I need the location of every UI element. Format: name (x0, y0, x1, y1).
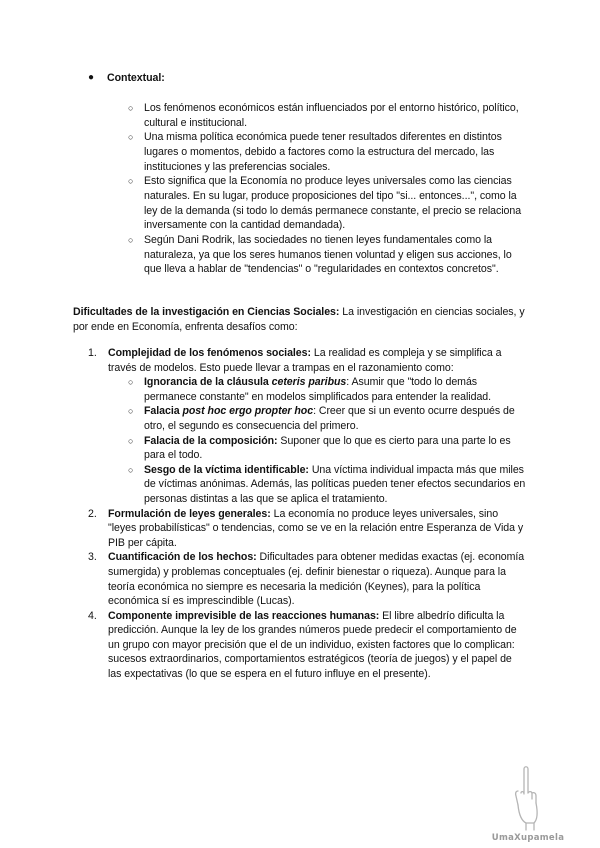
list-item: 2. Formulación de leyes generales: La economía no produce leyes universales, sino "leyes probabilísticas" o tendencias, como se ve en la relación entre Esperanza de Vida y PIB per cápita. (88, 507, 524, 549)
hand-icon (488, 763, 568, 833)
watermark-logo (488, 763, 568, 845)
list-item: ○ Esto significa que la Economía no produce leyes universales como las ciencias naturales. En su lugar, produce proposiciones del tipo "si... entonces...", como la ley de la demanda (si todo lo demás permanece constante, el precio se relaciona inversamente con la cantidad demandada). (128, 175, 522, 232)
list-item: 4. Componente imprevisible de las reacciones humanas: El libre albedrío dificulta la predicción. Aunque la ley de los grandes números puede predecir el comportamiento de un grupo con mayor precisión que el de un individuo, existen factores que lo complican: sucesos extraordinarios, comportamientos estratégicos (teoría de juegos) y el papel de las expectativas (lo que se espera en el futuro influye en el presente). (88, 609, 517, 681)
item-title: Complejidad de los fenómenos sociales: (108, 347, 311, 359)
list-item: 3. Cuantificación de los hechos: Dificultades para obtener medidas exactas (ej. economía sumergida) y problemas conceptuales (ej. definir bienestar o riqueza). Aunque para la teoría económica no siempre es necesaria la medición (Keynes), para la política económica sí es imprescindible (Lucas). (88, 551, 525, 608)
difficulties-paragraph (73, 305, 528, 334)
watermark-text: UmaXupamela (491, 833, 565, 843)
difficulties-intro: La investigación en ciencias sociales, y por ende en Economía, enfrenta desafíos como: (73, 306, 525, 333)
fallacies-sublist (108, 375, 528, 506)
list-item: ○ Falacia post hoc ergo propter hoc: Creer que si un evento ocurre después de otro, el segundo es consecuencia del primero. (128, 405, 515, 432)
bullet-dot: ● (88, 72, 94, 83)
contextual-sublist (128, 101, 528, 277)
list-item: ○ Falacia de la composición: Suponer que lo que es cierto para una parte lo es para el todo. (128, 434, 511, 462)
item-title: Cuantificación de los hechos: (108, 551, 257, 564)
list-item: ○ Sesgo de la víctima identificable: Una víctima individual impacta más que miles de víctimas anónimas. Además, las políticas pueden tener efectos secundarios en personas distintas a las que se aplica el tratamiento. (128, 463, 526, 505)
item-title: Componente imprevisible de las reacciones humanas: (108, 609, 380, 622)
list-item: ○ Una misma política económica puede tener resultados diferentes en distintos lugares o momentos, debido a factores como la estructura del mercado, las instituciones y las preferencias sociales. (128, 131, 502, 173)
list-item: ○ Según Dani Rodrik, las sociedades no tienen leyes fundamentales como la naturaleza, ya que los seres humanos tienen voluntad y eligen sus acciones, lo que lleva a hablar de "tendencias" o "regularidades en contextos concretos". (128, 233, 512, 276)
difficulties-heading: Dificultades de la investigación en Ciencias Sociales: (73, 306, 340, 318)
list-item: ○ Ignorancia de la cláusula ceteris paribus: Asumir que "todo lo demás permanece constante" en modelos simplificados para entender la realidad. (128, 376, 492, 403)
list-item: 1. Complejidad de los fenómenos sociales: La realidad es compleja y se simplifica a través de modelos. Esto puede llevar a trampas en el razonamiento como: ○ Ignorancia de la cláusula ceteris paribus: Asumir que "todo lo demás permanece constante" en modelos simplificados para entender la realidad. ○ Falacia post hoc ergo propter hoc: Creer que si un evento ocurre después de otro, el segundo es consecuencia del primero. ○ Falacia de la composición: Suponer que lo que es cierto para una parte lo es para el todo. ○ Sesgo de la víctima identificable: Una víctima individual impacta más que miles de víctimas anónimas. Además, las políticas pueden tener efectos secundarios en personas distintas a las que se aplica el tratamiento. (88, 346, 528, 507)
difficulties-list (88, 346, 528, 682)
list-item: ○ Los fenómenos económicos están influenciados por el entorno histórico, político, cultural e institucional. (128, 102, 519, 129)
contextual-heading: Contextual: (107, 72, 165, 84)
item-title: Formulación de leyes generales: (108, 507, 271, 520)
